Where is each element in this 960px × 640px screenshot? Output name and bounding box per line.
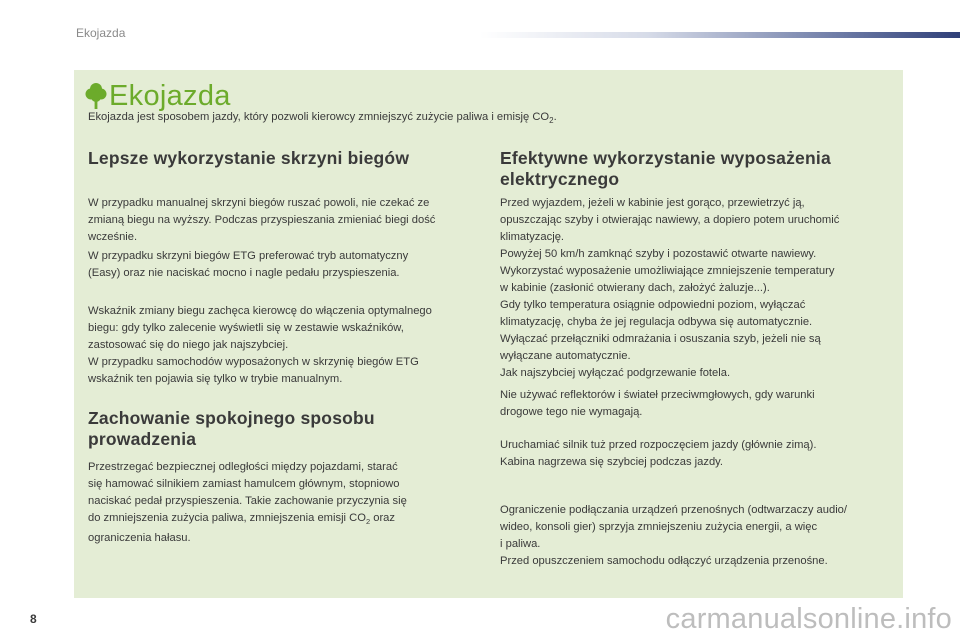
paragraph-etg-gearbox: W przypadku skrzyni biegów ETG preferować tryb automatyczny (Easy) oraz nie naciskać mocno i nagle pedału przyspieszenia. [88,250,409,279]
brand [85,79,231,113]
header-bar [480,32,960,38]
intro-text: Ekojazda jest sposobem jazdy, który pozwoli kierowcy zmniejszyć zużycie paliwa i emisję $CO_2$. [88,111,557,126]
paragraph-air-conditioning: Przed wyjazdem, jeżeli w kabinie jest gorąco, przewietrzyć ją, opuszczając szyby i otwierając nawiewy, a dopiero potem uruchomić klimatyzację. Powyżej 50 km/h zamknąć szyby i pozostawić otwarte nawiewy. Wykorzystać wyposażenie umożliwiające zmniejszenie temperatury w kabinie (zasłonić otwierany dach, założyć żaluzje...). Gdy tylko temperatura osiągnie odpowiedni poziom, wyłączać klimatyzację, chyba że jej regulacja odbywa się automatycznie. Wyłączać przełączniki odmrażania i osuszania szyb, jeżeli nie są wyłączane automatycznie. Jak najszybciej wyłączać podgrzewanie fotela. [500,197,840,379]
tree-icon [85,82,107,110]
brand-title: Ekojazda [109,79,231,112]
heading-calm-driving: Zachowanie spokojnego sposobu prowadzenia [88,408,375,449]
paragraph-manual-gearbox: W przypadku manualnej skrzyni biegów ruszać powoli, nie czekać ze zmianą biegu na wyższy. Podczas przyspieszania zmieniać biegi dość wcześnie. [88,197,436,243]
watermark: carmanualsonline.info [665,603,952,635]
paragraph-portable-devices: Ograniczenie podłączania urządzeń przenośnych (odtwarzaczy audio/ wideo, konsoli gier) sprzyja zmniejszeniu zużycia energii, a więc i paliwa. Przed opuszczeniem samochodu odłączyć urządzenia przenośne. [500,504,848,567]
heading-electrical-equipment: Efektywne wykorzystanie wyposażenia elektrycznego [500,148,831,189]
paragraph-safe-distance: Przestrzegać bezpiecznej odległości między pojazdami, starać się hamować silnikiem zamiast hamulcem głównym, stopniowo naciskać pedał przyspieszenia. Takie zachowanie przyczynia się do zmniejszenia zużycia paliwa, zmniejszenia emisji $CO_2$ oraz ograniczenia hałasu. [88,461,407,545]
heading-gearbox: Lepsze wykorzystanie skrzyni biegów [88,148,410,168]
paragraph-gear-indicator: Wskaźnik zmiany biegu zachęca kierowcę do włączenia optymalnego biegu: gdy tylko zalecenie wyświetli się w zestawie wskaźników, zastosować się do niego jak najszybciej. W przypadku samochodów wyposażonych w skrzynię biegów ETG wskaźnik ten pojawia się tylko w trybie manualnym. [88,305,432,385]
header-section-title: Ekojazda [76,26,126,40]
paragraph-lights: Nie używać reflektorów i świateł przeciwmgłowych, gdy warunki drogowe tego nie wymagają. [500,389,815,418]
paragraph-engine-start: Uruchamiać silnik tuż przed rozpoczęciem jazdy (głównie zimą). Kabina nagrzewa się szybciej podczas jazdy. [500,439,817,468]
page-number: 8 [30,612,37,626]
